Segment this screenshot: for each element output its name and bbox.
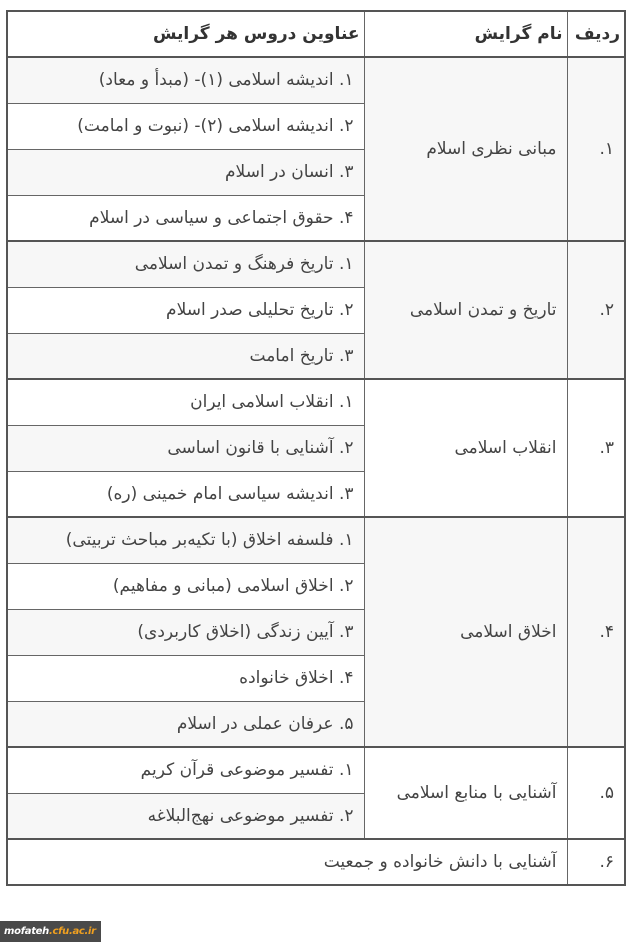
course-title: ۲. تفسیر موضوعی نهج‌البلاغه [7,793,364,839]
group-name: مبانی نظری اسلام [364,57,567,241]
course-title: ۱. انقلاب اسلامی ایران [7,379,364,425]
header-row-num: ردیف [567,11,625,57]
course-title: ۲. تاریخ تحلیلی صدر اسلام [7,287,364,333]
group-number: ۴. [567,517,625,747]
group-name: اخلاق اسلامی [364,517,567,747]
group-number: ۶. [567,839,625,885]
course-title: ۴. حقوق اجتماعی و سیاسی در اسلام [7,195,364,241]
table-row [7,241,625,287]
header-track-name: نام گرایش [364,11,567,57]
watermark-part2: .cfu.ac.ir [48,926,96,937]
course-title: ۳. تاریخ امامت [7,333,364,379]
group-name: تاریخ و تمدن اسلامی [364,241,567,379]
course-title: ۲. اندیشه اسلامی (۲)- (نبوت و امامت) [7,103,364,149]
course-title: ۴. اخلاق خانواده [7,655,364,701]
course-title: ۱. تفسیر موضوعی قرآن کریم [7,747,364,793]
group-number: ۵. [567,747,625,839]
group-number: ۱. [567,57,625,241]
course-title: ۲. آشنایی با قانون اساسی [7,425,364,471]
table-row [7,57,625,103]
course-title: ۳. انسان در اسلام [7,149,364,195]
course-title: ۳. اندیشه سیاسی امام خمینی (ره) [7,471,364,517]
table-row [7,517,625,563]
table-row [7,839,625,885]
group-number: ۳. [567,379,625,517]
table-row [7,747,625,793]
courses-table [6,10,626,886]
group-name: انقلاب اسلامی [364,379,567,517]
course-title: ۱. تاریخ فرهنگ و تمدن اسلامی [7,241,364,287]
table-row [7,379,625,425]
course-title: ۱. فلسفه اخلاق (با تکیه‌بر مباحث تربیتی) [7,517,364,563]
watermark-part1: mofateh [4,926,49,937]
table-header-row [7,11,625,57]
course-title: ۱. اندیشه اسلامی (۱)- (مبدأ و معاد) [7,57,364,103]
group-name: آشنایی با منابع اسلامی [364,747,567,839]
course-title: ۲. اخلاق اسلامی (مبانی و مفاهیم) [7,563,364,609]
group-name: آشنایی با دانش خانواده و جمعیت [7,839,567,885]
course-title: ۳. آیین زندگی (اخلاق کاربردی) [7,609,364,655]
site-watermark [0,921,101,942]
course-title: ۵. عرفان عملی در اسلام [7,701,364,747]
group-number: ۲. [567,241,625,379]
courses-table-container [6,10,624,886]
header-course-titles: عناوین دروس هر گرایش [7,11,364,57]
